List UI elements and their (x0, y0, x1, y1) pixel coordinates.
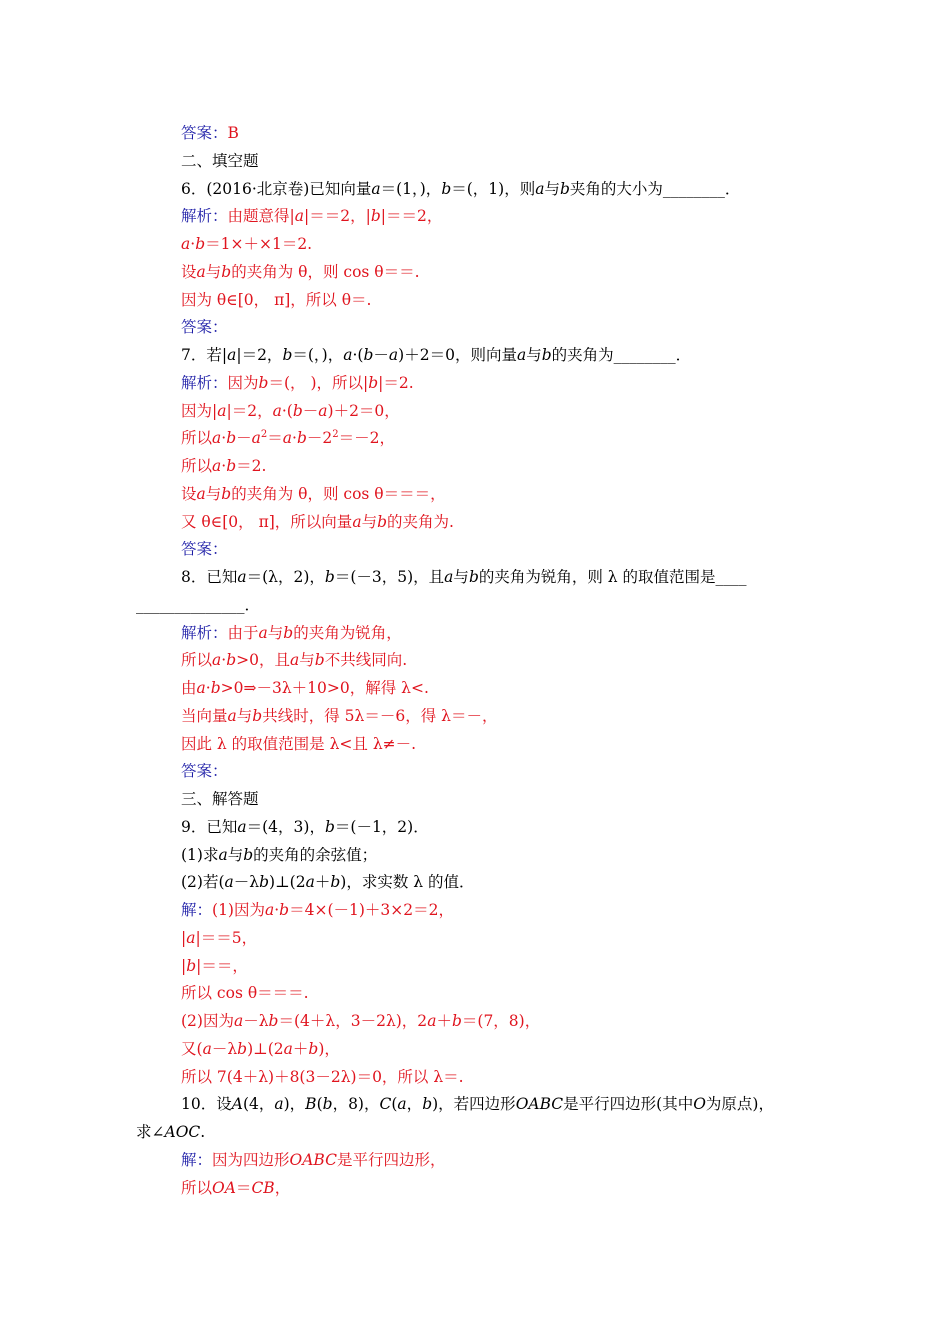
text-segment: 与 (544, 180, 560, 198)
text-segment: 2 (332, 428, 339, 440)
text-segment: a (218, 846, 228, 864)
text-segment: ＝4×(－1)＋3×2＝2， (289, 901, 454, 919)
text-segment: OABC (289, 1151, 337, 1169)
text-segment: ＝(－1，2)． (334, 818, 429, 836)
text-segment: ， (274, 1179, 291, 1197)
text-segment: (4， (242, 1095, 275, 1113)
text-segment: a (227, 346, 237, 364)
text-segment: b (221, 263, 232, 281)
text-segment: b (221, 485, 232, 503)
text-segment: 的夹角为. (387, 513, 454, 531)
text-segment: a (427, 1012, 437, 1030)
text-segment: 的夹角为 θ，则 cos θ＝＝＝， (231, 485, 446, 503)
text-segment: 的夹角为锐角，则 λ 的取值范围是____ (478, 568, 747, 586)
question-6 (181, 179, 740, 199)
text-segment: a (227, 707, 237, 725)
text-segment: )＋2＝0， (327, 402, 400, 420)
answer-6 (181, 317, 228, 337)
text-segment: |＝2. (378, 374, 414, 392)
text-segment: 的夹角为 θ，则 cos θ＝＝. (231, 263, 420, 281)
text-segment: ＋ (292, 1040, 309, 1058)
text-segment: 所以 cos θ＝＝＝. (181, 984, 309, 1002)
text-segment: a (217, 402, 227, 420)
text-segment: a (371, 180, 381, 198)
text-segment: (1)因为 (212, 901, 265, 919)
text-segment: a (535, 180, 545, 198)
analysis-7-line4 (181, 456, 266, 476)
text-segment: 所以 (181, 457, 213, 475)
text-segment: b (559, 180, 570, 198)
answer-7 (181, 539, 228, 559)
text-segment: (1)求 (181, 846, 219, 864)
text-segment: ＝1×＋×1＝2. (205, 235, 313, 253)
text-segment: 因为四边形 (212, 1151, 290, 1169)
text-segment: 10．设 (181, 1095, 232, 1113)
text-segment: 的夹角为锐角， (293, 624, 402, 642)
text-segment: a (251, 429, 261, 447)
text-segment: ＝(1，)， (380, 180, 442, 198)
text-segment: ＋ (436, 1012, 452, 1030)
text-segment: b (377, 513, 388, 531)
text-segment: 三、解答题 (181, 790, 259, 808)
text-segment: a (282, 429, 293, 447)
text-segment: 与 (236, 707, 253, 725)
text-segment: ＝(4＋λ，3－2λ)，2 (278, 1012, 428, 1030)
text-segment: CB (251, 1179, 275, 1197)
solution-9-line6 (181, 1039, 340, 1059)
text-segment: 与 (526, 346, 542, 364)
text-segment: )，若四边形 (432, 1095, 516, 1113)
analysis-8-line4 (181, 706, 497, 726)
text-segment: b (268, 1012, 279, 1030)
answer-8 (181, 761, 228, 781)
analysis-7-line3 (181, 428, 395, 448)
text-segment: b (324, 568, 335, 586)
text-segment: · (292, 429, 297, 447)
solution-9-line4 (181, 983, 309, 1003)
text-segment: b (541, 346, 552, 364)
analysis-8-line2 (181, 650, 407, 670)
analysis-8-line5 (181, 734, 416, 754)
text-segment: |＝＝2， (380, 207, 443, 225)
text-segment: 是平行四边形， (336, 1151, 446, 1169)
text-segment: a (196, 679, 206, 697)
text-segment: b (370, 207, 381, 225)
text-segment: b (468, 568, 479, 586)
solution-9-line2 (181, 928, 257, 948)
text-segment: 与 (205, 263, 222, 281)
text-segment: 解： (181, 901, 213, 919)
text-segment: 所以 (181, 429, 213, 447)
text-segment: 解： (181, 1151, 213, 1169)
text-segment: 所以 (181, 1179, 213, 1197)
text-segment: －λ (211, 1040, 238, 1058)
solution-10-line2 (181, 1178, 290, 1198)
text-segment: | (181, 929, 187, 947)
text-segment: ＝(－3，5)，且 (334, 568, 445, 586)
text-segment: b (296, 429, 307, 447)
text-segment: a (224, 873, 234, 891)
text-segment: 答案： (181, 540, 228, 558)
text-segment: · (190, 235, 196, 253)
analysis-8-line3 (181, 678, 429, 698)
text-segment: )，求实数 λ 的值． (340, 873, 475, 891)
text-segment: － (302, 402, 319, 420)
text-segment: － (236, 429, 252, 447)
text-segment: a (233, 1012, 244, 1030)
text-segment: 因为| (181, 402, 218, 420)
text-segment: ＝ (267, 429, 283, 447)
text-segment: ＝2. (236, 457, 267, 475)
text-segment: . (200, 1123, 206, 1141)
text-segment: ＝(， )，所以| (268, 374, 369, 392)
text-segment: |＝＝5， (195, 929, 258, 947)
text-segment: 设 (181, 485, 197, 503)
text-segment: 解析： (181, 374, 228, 392)
text-segment: 与 (361, 513, 378, 531)
text-segment: |＝＝2，| (304, 207, 371, 225)
text-segment: ＝(，)， (292, 346, 344, 364)
text-segment: b (226, 651, 237, 669)
text-segment: · (221, 651, 227, 669)
text-segment: 7．若| (181, 346, 228, 364)
text-segment: ·( (352, 346, 364, 364)
text-segment: 由题意得| (227, 207, 295, 225)
text-segment: ______________． (136, 596, 261, 614)
text-segment: (2)因为 (181, 1012, 234, 1030)
text-segment: 又( (181, 1040, 203, 1058)
text-segment: －2 (306, 429, 333, 447)
text-segment: 与 (453, 568, 469, 586)
text-segment: ＝(λ，2)， (246, 568, 325, 586)
text-segment: 答案： (181, 762, 228, 780)
text-segment: b (324, 818, 335, 836)
text-segment: a (444, 568, 454, 586)
text-segment: a (258, 624, 268, 642)
text-segment: a (305, 873, 315, 891)
text-segment: 是平行四边形(其中 (563, 1095, 694, 1113)
text-segment: b (322, 1095, 333, 1113)
text-segment: ＝(4，3)， (246, 818, 325, 836)
text-segment: b (314, 651, 325, 669)
text-segment: a (294, 207, 304, 225)
text-segment: a (283, 1040, 293, 1058)
text-segment: ＝－2， (338, 429, 396, 447)
text-segment: a (516, 346, 527, 364)
text-segment: a (388, 346, 399, 364)
text-segment: O (693, 1095, 706, 1113)
text-segment: A (231, 1095, 243, 1113)
text-segment: a (202, 1040, 212, 1058)
text-segment: )， (283, 1095, 306, 1113)
text-segment: b (292, 402, 303, 420)
text-segment: b (422, 1095, 433, 1113)
text-segment: b (441, 180, 452, 198)
analysis-6-line4 (181, 290, 372, 310)
text-segment: a (186, 929, 196, 947)
text-segment: 与 (267, 624, 284, 642)
text-segment: 所以 7(4＋λ)＋8(3－2λ)＝0，所以 λ＝. (181, 1068, 464, 1086)
text-segment: ＝ (235, 1179, 252, 1197)
text-segment: ( (391, 1095, 398, 1113)
text-segment: AOC (164, 1123, 201, 1141)
text-segment: a (264, 901, 275, 919)
analysis-6-line2 (181, 234, 312, 254)
text-segment: a (343, 346, 353, 364)
text-segment: 6．(2016·北京卷)已知向量 (181, 180, 372, 198)
text-segment: b (283, 624, 294, 642)
text-segment: a (274, 1095, 284, 1113)
analysis-7-line5 (181, 484, 446, 504)
text-segment: b (186, 957, 197, 975)
text-segment: b (243, 846, 254, 864)
text-segment: OA (212, 1179, 236, 1197)
text-segment: b (259, 873, 270, 891)
text-segment: )⊥(2 (269, 873, 306, 891)
text-segment: >0，且 (236, 651, 290, 669)
text-segment: 解析： (181, 207, 228, 225)
text-segment: ，8)， (332, 1095, 380, 1113)
text-segment: |＝2， (226, 402, 273, 420)
analysis-7-line2 (181, 401, 400, 421)
text-segment: |＝＝， (196, 957, 248, 975)
question-9-part2 (181, 872, 475, 892)
question-10-cont (136, 1122, 205, 1142)
text-segment: 设 (181, 263, 197, 281)
analysis-6-line3 (181, 262, 420, 282)
text-segment: 因此 λ 的取值范围是 λ<且 λ≠－. (181, 735, 417, 753)
text-segment: | (181, 957, 187, 975)
section-fill-in (181, 151, 259, 171)
analysis-8-line1 (181, 623, 402, 643)
solution-9-line3 (181, 956, 248, 976)
text-segment: a (212, 651, 222, 669)
text-segment: b (226, 457, 237, 475)
text-segment: B (305, 1095, 317, 1113)
text-segment: 二、填空题 (181, 152, 259, 170)
text-segment: · (205, 679, 211, 697)
text-segment: b (237, 1040, 248, 1058)
text-segment: a (290, 651, 300, 669)
text-segment: b (258, 374, 269, 392)
text-segment: · (221, 429, 227, 447)
text-segment: C (379, 1095, 392, 1113)
text-segment: 因为 θ∈[0， π]，所以 θ＝. (181, 291, 372, 309)
text-segment: · (274, 901, 280, 919)
text-segment: 共线时，得 5λ＝－6，得 λ＝－， (262, 707, 498, 725)
text-segment: 求∠ (136, 1123, 165, 1141)
answer-5 (181, 123, 239, 143)
text-segment: a (212, 457, 222, 475)
analysis-7-line1 (181, 373, 414, 393)
text-segment: B (227, 124, 239, 142)
text-segment: )， (318, 1040, 340, 1058)
text-segment: ( (316, 1095, 323, 1113)
text-segment: ， (406, 1095, 423, 1113)
text-segment: a (196, 485, 206, 503)
text-segment: 为原点)， (705, 1095, 774, 1113)
text-segment: 夹角的大小为________． (569, 180, 741, 198)
text-segment: b (210, 679, 221, 697)
text-segment: 因为 (227, 374, 259, 392)
text-segment: 当向量 (181, 707, 228, 725)
text-segment: b (226, 429, 237, 447)
text-segment: a (397, 1095, 407, 1113)
question-7 (181, 345, 691, 365)
text-segment: 8．已知 (181, 568, 238, 586)
analysis-7-line6 (181, 512, 454, 532)
text-segment: b (252, 707, 263, 725)
text-segment: 由 (181, 679, 197, 697)
question-10 (181, 1094, 774, 1114)
section-solutions (181, 789, 259, 809)
text-segment: 不共线同向. (324, 651, 408, 669)
text-segment: 与 (227, 846, 244, 864)
text-segment: 9．已知 (181, 818, 238, 836)
text-segment: －λ (243, 1012, 269, 1030)
solution-9-line1 (181, 900, 454, 920)
text-segment: b (330, 873, 341, 891)
text-segment: 2 (260, 428, 268, 440)
text-segment: 与 (205, 485, 222, 503)
text-segment: ＋ (314, 873, 331, 891)
text-segment: b (195, 235, 206, 253)
text-segment: b (308, 1040, 319, 1058)
text-segment: a (196, 263, 206, 281)
question-9-part1 (181, 845, 377, 865)
text-segment: 的夹角为________． (551, 346, 692, 364)
text-segment: b (363, 346, 374, 364)
question-8 (181, 567, 747, 587)
text-segment: 所以 (181, 651, 213, 669)
text-segment: · (221, 457, 227, 475)
question-8-blank (136, 595, 260, 615)
text-segment: － (373, 346, 389, 364)
text-segment: b (279, 901, 290, 919)
text-segment: 答案： (181, 318, 228, 336)
solution-10-line1 (181, 1150, 446, 1170)
analysis-6-line1 (181, 206, 442, 226)
text-segment: (2)若( (181, 873, 225, 891)
text-segment: b (282, 346, 293, 364)
solution-9-line7 (181, 1067, 464, 1087)
text-segment: )＋2＝0，则向量 (398, 346, 517, 364)
text-segment: >0⇒－3λ＋10>0，解得 λ<. (220, 679, 429, 697)
text-segment: a (212, 429, 222, 447)
text-segment: b (451, 1012, 462, 1030)
text-segment: ＝(7，8)， (461, 1012, 541, 1030)
text-segment: 解析： (181, 624, 228, 642)
text-segment: a (181, 235, 191, 253)
text-segment: ＝(，1)，则 (451, 180, 536, 198)
text-segment: |＝2， (236, 346, 283, 364)
text-segment: ·( (281, 402, 293, 420)
text-segment: 又 θ∈[0， π]，所以向量 (181, 513, 353, 531)
text-segment: a (318, 402, 328, 420)
text-segment: 的夹角的余弦值； (253, 846, 378, 864)
text-segment: )⊥(2 (247, 1040, 284, 1058)
question-9 (181, 817, 429, 837)
text-segment: a (237, 818, 247, 836)
text-segment: OABC (515, 1095, 564, 1113)
solution-9-line5 (181, 1011, 540, 1031)
text-segment: 答案： (181, 124, 228, 142)
text-segment: 由于 (227, 624, 259, 642)
text-segment: b (368, 374, 379, 392)
text-segment: －λ (233, 873, 260, 891)
text-segment: a (237, 568, 247, 586)
text-segment: a (272, 402, 282, 420)
text-segment: 与 (299, 651, 315, 669)
text-segment: a (352, 513, 362, 531)
